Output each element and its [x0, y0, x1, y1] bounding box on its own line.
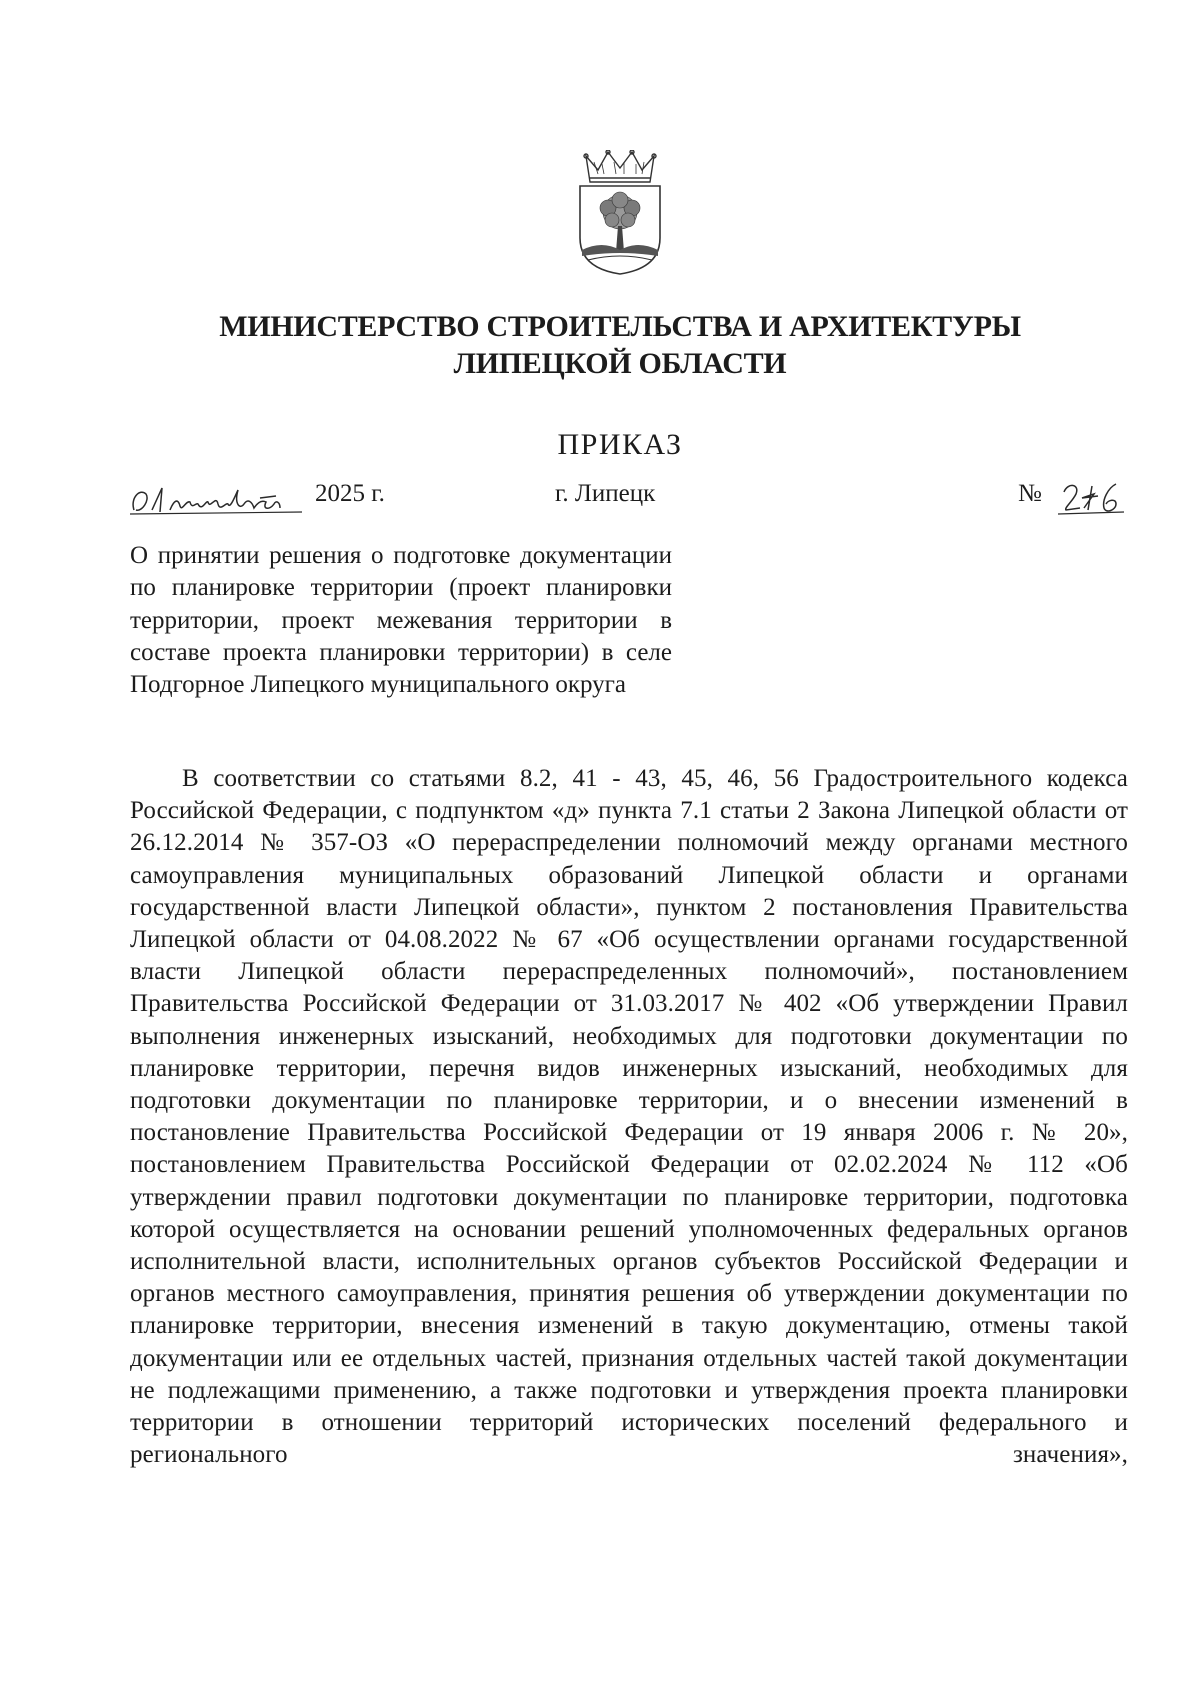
handwritten-date: [130, 480, 305, 520]
ministry-title-line2: ЛИПЕЦКОЙ ОБЛАСТИ: [453, 347, 787, 380]
coat-of-arms-emblem: [572, 150, 668, 276]
number-label: №: [1018, 480, 1042, 507]
handwritten-number: [1058, 478, 1128, 520]
document-type-heading: ПРИКАЗ: [557, 428, 683, 461]
ministry-title: [0, 308, 1200, 382]
order-subject: О принятии решения о подготовке документации по планировке территории (проект планировки территории, проект межевания территории в составе проекта планировки территории) в селе Подгорное Липецкого муниципального округа: [130, 542, 672, 699]
date-year: 2025 г.: [315, 480, 385, 507]
order-body-text: В соответствии со статьями 8.2, 41 - 43, 45, 46, 56 Градостроительного кодекса Российской Федерации, с подпунктом «д» пункта 7.1 статьи 2 Закона Липецкой области от 26.12.2014 № 357-ОЗ «О перераспределении полномочий между органами местного самоуправления муниципальных образований Липецкой области и органами государственной власти Липецкой области», пунктом 2 постановления Правительства Липецкой области от 04.08.2022 № 67 «Об осуществлении органами государственной власти Липецкой области перераспределенных полномочий», постановлением Правительства Российской Федерации от 31.03.2017 № 402 «Об утверждении Правил выполнения инженерных изысканий, необходимых для подготовки документации по планировке территории, перечня видов инженерных изысканий, необходимых для подготовки документации по планировке территории, и о внесении изменений в постановление Правительства Российской Федерации от 19 января 2006 г. № 20», постановлением Правительства Российской Федерации от 02.02.2024 № 112 «Об утверждении правил подготовки документации по планировке территории, подготовка которой осуществляется на основании решений уполномоченных федеральных органов исполнительной власти, исполнительных органов субъектов Российской Федерации и органов местного самоуправления, принятия решения об утверждении документации по планировке территории, внесения изменений в такую документацию, отмены такой документации или ее отдельных частей, признания отдельных частей такой документации не подлежащими применению, а также подготовки и утверждения проекта планировки территории в отношении территорий исторических поселений федерального и регионального значения»,: [130, 765, 1128, 1469]
ministry-title-line1: МИНИСТЕРСТВО СТРОИТЕЛЬСТВА И АРХИТЕКТУРЫ: [219, 310, 1021, 343]
city-label: г. Липецк: [555, 480, 656, 507]
